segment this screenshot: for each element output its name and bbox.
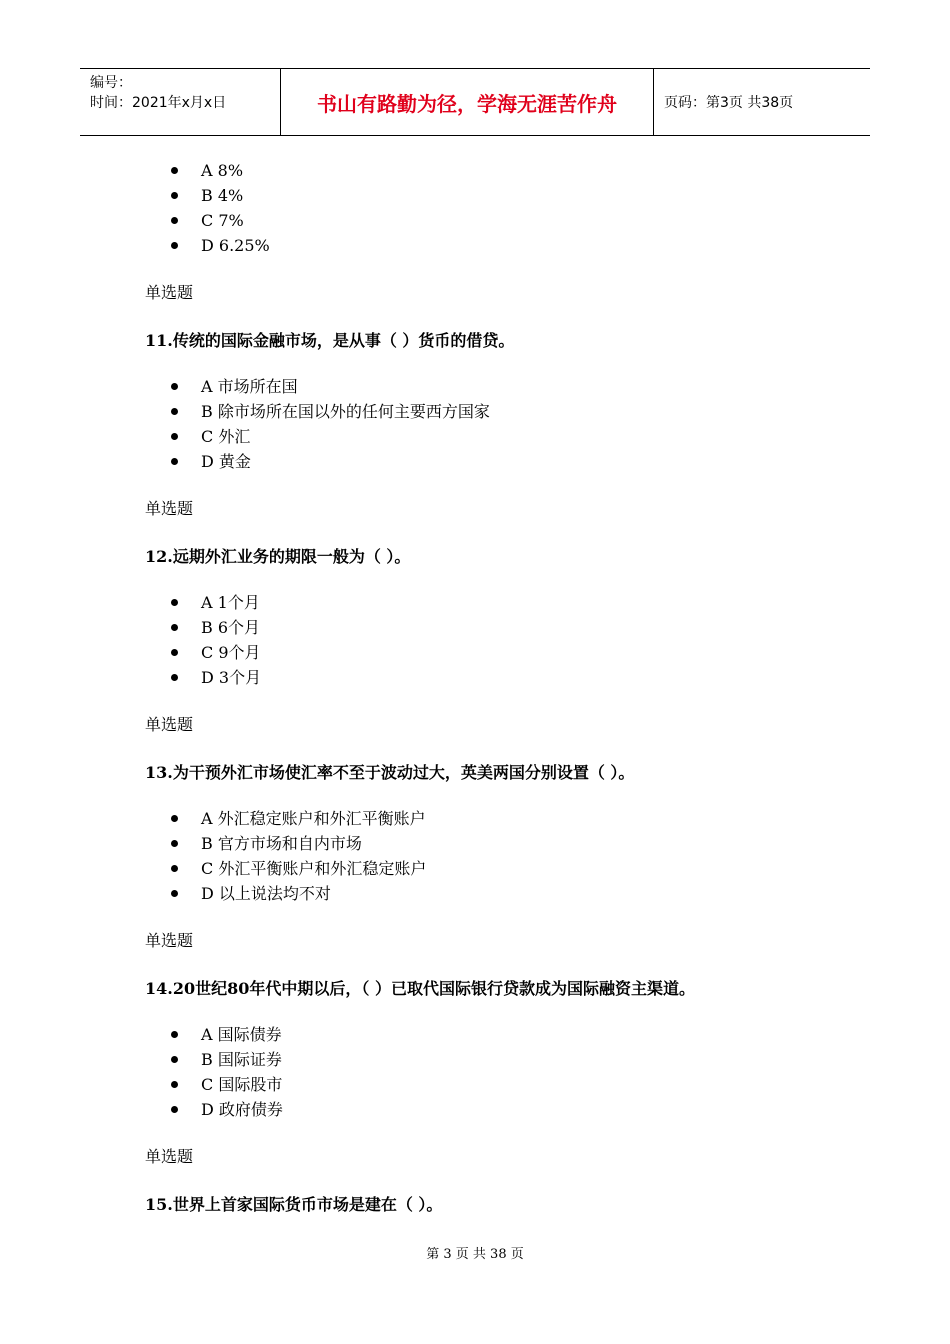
question-block <box>145 158 845 258</box>
bullet-icon <box>171 865 178 872</box>
question-text: 14.20世纪80年代中期以后，（ ）已取代国际银行贷款成为国际融资主渠道。 <box>145 979 695 998</box>
bullet-icon <box>171 383 178 390</box>
bullet-icon <box>171 192 178 199</box>
option-list <box>145 158 845 258</box>
question-text: 13.为干预外汇市场使汇率不至于波动过大，英美两国分别设置（ ）。 <box>145 763 635 782</box>
option-text: D 3个月 <box>201 668 262 687</box>
option-item <box>145 665 845 690</box>
bullet-icon <box>171 674 178 681</box>
question-block <box>145 929 845 1122</box>
option-item <box>145 183 845 208</box>
option-item <box>145 806 845 831</box>
option-text: B 除市场所在国以外的任何主要西方国家 <box>201 402 490 421</box>
option-item <box>145 1022 845 1047</box>
option-text: D 政府债券 <box>201 1100 283 1119</box>
option-text: C 7% <box>201 211 244 230</box>
bullet-icon <box>171 1056 178 1063</box>
option-list <box>145 590 845 690</box>
option-text: C 9个月 <box>201 643 261 662</box>
bullet-icon <box>171 840 178 847</box>
question-type: 单选题 <box>145 1147 194 1166</box>
option-item <box>145 399 845 424</box>
header-meta <box>80 69 281 135</box>
bullet-icon <box>171 1081 178 1088</box>
question-type: 单选题 <box>145 931 194 950</box>
option-item <box>145 856 845 881</box>
header-page-info: 页码：第3页 共38页 <box>664 95 794 111</box>
bullet-icon <box>171 1106 178 1113</box>
option-item <box>145 158 845 183</box>
option-text: D 以上说法均不对 <box>201 884 331 903</box>
option-text: B 国际证券 <box>201 1050 282 1069</box>
question-type: 单选题 <box>145 715 194 734</box>
bullet-icon <box>171 408 178 415</box>
date-label: 时间：2021年x月x日 <box>90 95 227 111</box>
option-text: D 黄金 <box>201 452 251 471</box>
option-text: C 国际股市 <box>201 1075 283 1094</box>
option-item <box>145 449 845 474</box>
option-list <box>145 374 845 474</box>
bullet-icon <box>171 649 178 656</box>
option-text: A 8% <box>201 161 244 180</box>
option-item <box>145 1072 845 1097</box>
question-block <box>145 713 845 906</box>
option-item <box>145 233 845 258</box>
option-text: A 1个月 <box>201 593 260 612</box>
bullet-icon <box>171 217 178 224</box>
bullet-icon <box>171 624 178 631</box>
bullet-icon <box>171 599 178 606</box>
option-item <box>145 615 845 640</box>
header-motto: 书山有路勤为径，学海无涯苦作舟 <box>281 69 654 135</box>
bullet-icon <box>171 167 178 174</box>
bullet-icon <box>171 458 178 465</box>
page-footer: 第 3 页 共 38 页 <box>426 1247 524 1262</box>
question-text: 15.世界上首家国际货币市场是建在（ ）。 <box>145 1195 443 1214</box>
option-item <box>145 640 845 665</box>
question-type: 单选题 <box>145 499 194 518</box>
page-header <box>80 68 870 136</box>
question-block <box>145 281 845 474</box>
option-list <box>145 1022 845 1122</box>
option-item <box>145 590 845 615</box>
option-item <box>145 374 845 399</box>
bullet-icon <box>171 1031 178 1038</box>
bullet-icon <box>171 242 178 249</box>
question-block <box>145 1145 845 1217</box>
option-text: A 外汇稳定账户和外汇平衡账户 <box>201 809 426 828</box>
option-text: D 6.25% <box>201 236 270 255</box>
question-text: 11.传统的国际金融市场，是从事（ ）货币的借贷。 <box>145 331 515 350</box>
bullet-icon <box>171 433 178 440</box>
option-item <box>145 208 845 233</box>
option-item <box>145 1097 845 1122</box>
question-type: 单选题 <box>145 283 194 302</box>
option-text: C 外汇平衡账户和外汇稳定账户 <box>201 859 427 878</box>
option-item <box>145 424 845 449</box>
option-item <box>145 1047 845 1072</box>
option-text: C 外汇 <box>201 427 251 446</box>
question-text: 12.远期外汇业务的期限一般为（ ）。 <box>145 547 411 566</box>
option-text: A 国际债券 <box>201 1025 282 1044</box>
option-text: B 官方市场和自内市场 <box>201 834 362 853</box>
bullet-icon <box>171 815 178 822</box>
question-block <box>145 497 845 690</box>
serial-label: 编号： <box>90 75 132 91</box>
option-text: B 6个月 <box>201 618 261 637</box>
option-text: A 市场所在国 <box>201 377 298 396</box>
option-list <box>145 806 845 906</box>
bullet-icon <box>171 890 178 897</box>
question-list <box>145 158 845 1238</box>
option-item <box>145 881 845 906</box>
option-text: B 4% <box>201 186 244 205</box>
option-item <box>145 831 845 856</box>
